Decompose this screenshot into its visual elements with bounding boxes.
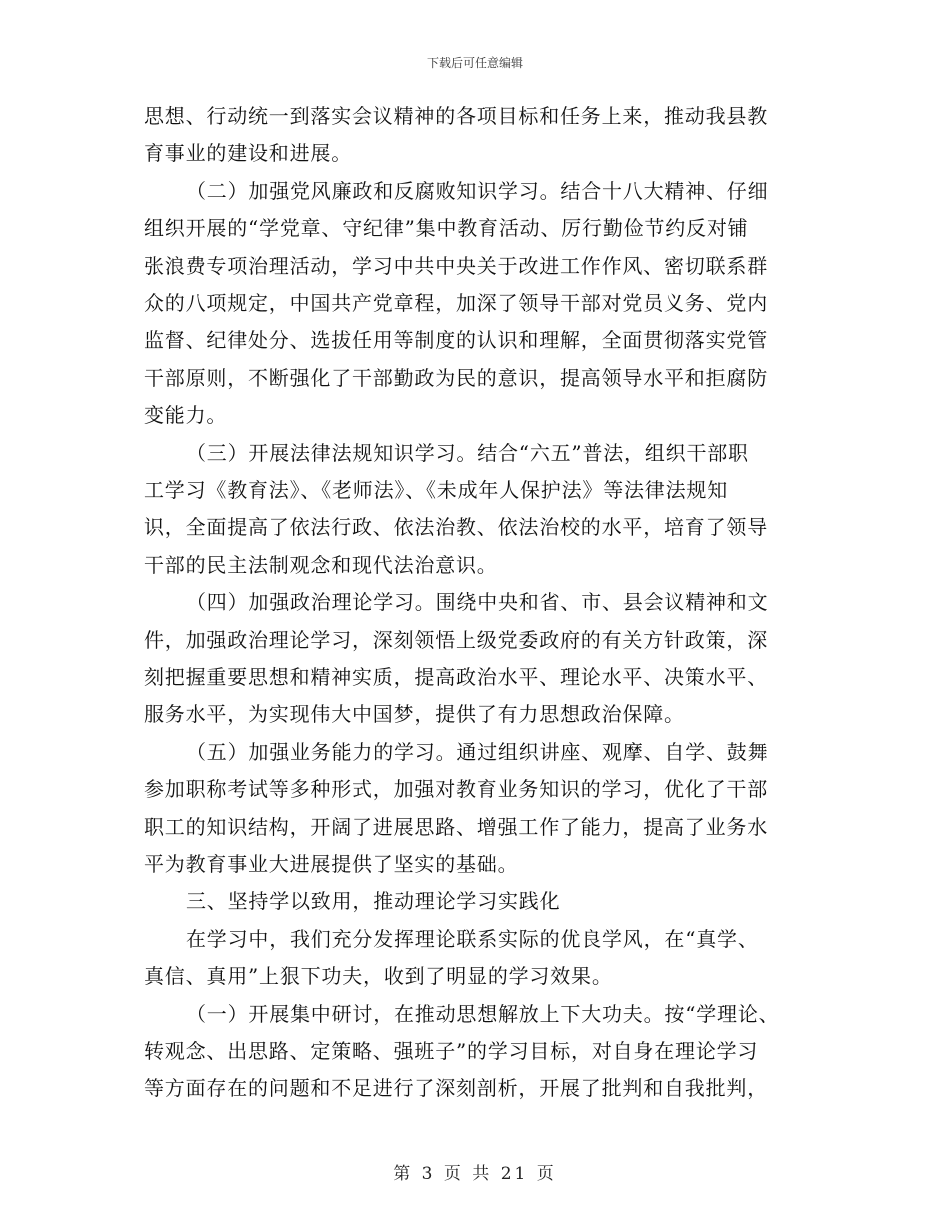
text-line: （二）加强党风廉政和反腐败知识学习。结合十八大精神、仔细 xyxy=(186,179,769,203)
text-line: 件，加强政治理论学习，深刻领悟上级党委政府的有关方针政策，深 xyxy=(144,628,768,652)
text-line: 转观念、出思路、定策略、强班子”的学习目标，对自身在理论学习 xyxy=(144,1039,759,1063)
text-line: 组织开展的“学党章、守纪律”集中教育活动、厉行勤俭节约反对铺 xyxy=(144,216,749,240)
text-line: 监督、纪律处分、选拔任用等制度的认识和理解，全面贯彻落实党管 xyxy=(144,328,768,352)
text-line: 职工的知识结构，开阔了进展思路、增强工作了能力，提高了业务水 xyxy=(144,815,768,839)
text-line: 等方面存在的问题和不足进行了深刻剖析，开展了批判和自我批判， xyxy=(144,1076,768,1100)
text-line: 三、坚持学以致用，推动理论学习实践化 xyxy=(186,889,561,913)
text-line: 张浪费专项治理活动，学习中共中央关于改进工作作风、密切联系群 xyxy=(144,254,768,278)
text-line: 参加职称考试等多种形式，加强对教育业务知识的学习，优化了干部 xyxy=(144,777,768,801)
text-line: 干部的民主法制观念和现代法治意识。 xyxy=(144,553,498,577)
text-line: 真信、真用”上狠下功夫，收到了明显的学习效果。 xyxy=(144,964,613,988)
text-line: 工学习《教育法》、《老师法》、《未成年人保护法》等法律法规知 xyxy=(144,478,728,502)
text-line: 刻把握重要思想和精神实质，提高政治水平、理论水平、决策水平、 xyxy=(144,665,768,689)
text-line: 在学习中，我们充分发挥理论联系实际的优良学风，在“真学、 xyxy=(186,927,759,951)
text-line: （四）加强政治理论学习。围绕中央和省、市、县会议精神和文 xyxy=(186,590,769,614)
text-line: 思想、行动统一到落实会议精神的各项目标和任务上来，推动我县教 xyxy=(144,104,768,128)
text-line: 平为教育事业大进展提供了坚实的基础。 xyxy=(144,852,519,876)
text-line: 变能力。 xyxy=(144,403,228,427)
text-line: （三）开展法律法规知识学习。结合“六五”普法，组织干部职 xyxy=(186,441,749,465)
text-line: 众的八项规定，中国共产党章程，加深了领导干部对党员义务、党内 xyxy=(144,291,768,315)
text-line: 育事业的建设和进展。 xyxy=(144,141,352,165)
text-line: （一）开展集中研讨，在推动思想解放上下大功夫。按“学理论、 xyxy=(186,1002,780,1026)
text-line: 识，全面提高了依法行政、依法治教、依法治校的水平，培育了领导 xyxy=(144,515,768,539)
text-line: 干部原则，不断强化了干部勤政为民的意识，提高领导水平和拒腐防 xyxy=(144,366,768,390)
text-line: （五）加强业务能力的学习。通过组织讲座、观摩、自学、鼓舞 xyxy=(186,740,769,764)
page-footer: 第 3 页 共 21 页 xyxy=(393,1164,557,1184)
text-line: 服务水平，为实现伟大中国梦，提供了有力思想政治保障。 xyxy=(144,702,685,726)
page-header: 下载后可任意编辑 xyxy=(426,56,523,70)
